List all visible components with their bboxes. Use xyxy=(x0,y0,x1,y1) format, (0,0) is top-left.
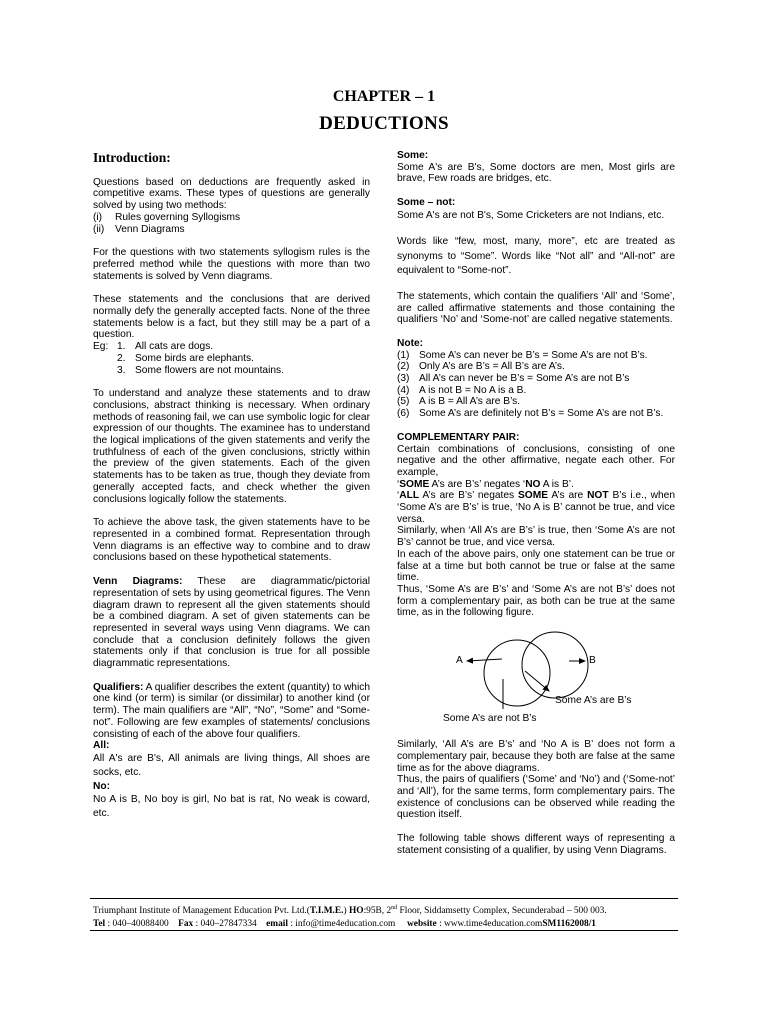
set-b-circle xyxy=(522,632,588,698)
qualifier-pairs-paragraph: Thus, the pairs of qualifiers (‘Some’ and ‘No’) and (‘Some-not’ and ‘All’), for the same terms, form complementary pairs. The existence of conclusions can be observed while reading the question itself. xyxy=(397,774,675,821)
fax-value: : 040–27847334 xyxy=(193,918,257,929)
footer-sup: nd xyxy=(391,905,398,911)
footer-contact-line xyxy=(93,918,678,931)
complementary-intro: Certain combinations of conclusions, consisting of one negative and the other affirmative, negate each other. For example, xyxy=(397,443,675,478)
email-label: email xyxy=(266,918,288,929)
list-text: Some birds are elephants. xyxy=(135,352,254,364)
table-intro-paragraph: The following table shows different ways of representing a statement consisting of a qualifier, by using Venn Diagrams. xyxy=(397,833,675,856)
list-text: Some A’s are definitely not B’s = Some A’s are not B’s. xyxy=(419,408,664,420)
list-item xyxy=(93,353,370,365)
arrow-to-a xyxy=(467,659,502,661)
list-marker: (ii) xyxy=(93,223,105,235)
set-a-label: A xyxy=(456,655,463,667)
email-value[interactable]: : info@time4education.com xyxy=(288,918,396,929)
example-some-no xyxy=(397,479,675,491)
list-item xyxy=(93,224,370,236)
chapter-number: CHAPTER – 1 xyxy=(332,88,436,105)
similarly-all-no-paragraph: Similarly, ‘All A’s are B’s’ and ‘No A is B’ does not form a complementary pair, because they both are false at the same time as for the above diagrams. xyxy=(397,739,675,774)
list-item xyxy=(397,350,675,362)
list-marker: (4) xyxy=(397,384,410,396)
footer-text: :95B, 2 xyxy=(363,906,392,917)
right-column xyxy=(397,150,675,856)
example-text: A’s are xyxy=(548,490,588,502)
quote-mark: ‘ xyxy=(397,478,400,490)
keyword-no: NO xyxy=(525,478,541,490)
page-footer xyxy=(93,902,678,930)
list-marker: (i) xyxy=(93,211,103,223)
some-not-label: Some – not: xyxy=(397,197,456,209)
list-item xyxy=(93,341,370,353)
example-text: A’s are B’s’ negates xyxy=(419,490,518,502)
website-value[interactable]: : www.time4education.com xyxy=(436,918,543,929)
list-item xyxy=(397,408,675,420)
some-not-examples: Some A's are not B's, Some Cricketers are not Indians, etc. xyxy=(397,209,665,221)
examples-list xyxy=(93,341,370,376)
list-text: Only A’s are B’s = All B’s are A’s. xyxy=(419,361,565,373)
document-code: SM1162008/1 xyxy=(542,918,596,929)
footer-rule-bottom xyxy=(90,930,678,931)
keyword-not: NOT xyxy=(587,490,609,502)
set-a-circle xyxy=(484,640,550,706)
keyword-some: SOME xyxy=(399,478,430,490)
list-text: All cats are dogs. xyxy=(135,341,214,353)
some-not-region-label: Some A’s are not B’s xyxy=(443,713,537,725)
list-text: A is not B = No A is a B. xyxy=(419,384,527,396)
footer-brand: T.I.M.E. xyxy=(309,906,344,917)
example-text: B’s i.e., when ‘Some A’s are B’s’ is true, ‘No A is B’ cannot be true, and vice versa. xyxy=(397,490,675,525)
footer-ho: HO xyxy=(348,906,364,917)
left-column xyxy=(93,150,370,822)
list-text: Some A’s can never be B’s = Some A’s are not B’s. xyxy=(419,349,648,361)
some-region-label: Some A’s are B’s xyxy=(555,695,632,707)
venn-figure xyxy=(397,631,675,727)
footer-company: Triumphant Institute of Management Education Pvt. Ltd.( xyxy=(93,906,310,917)
qualifiers-label: Qualifiers: xyxy=(93,681,144,693)
facts-paragraph: These statements and the conclusions that are derived normally defy the generally accepted facts. None of the three statements below is a fact, but they still may be a part of a question. xyxy=(93,294,370,341)
all-examples: All A's are B's, All animals are living things, All shoes are socks, etc. xyxy=(93,752,370,779)
list-item xyxy=(93,365,370,377)
website-label: website xyxy=(407,918,437,929)
qualifiers-text: A qualifier describes the extent (quantity) to which one kind (or term) is similar (or dissimilar) to another kind (or term). The main qualifiers are “All”, “No”, “Some” and “Some-not”. Following are few examples of statements/ conclusions consisting of each of the above four qualifiers. xyxy=(93,681,370,740)
list-marker: (6) xyxy=(397,408,410,420)
eg-label: Eg: xyxy=(93,341,109,353)
list-text: Venn Diagrams xyxy=(115,223,185,235)
some-examples: Some A's are B's, Some doctors are men, Most girls are brave, Few roads are bridges, etc. xyxy=(397,161,675,185)
notes-list xyxy=(397,350,675,420)
example-text: A’s are B’s’ negates ‘ xyxy=(429,478,526,490)
list-marker: (3) xyxy=(397,373,410,385)
keyword-all: ALL xyxy=(399,490,420,502)
chapter-title: DEDUCTIONS xyxy=(319,113,449,134)
list-marker: (5) xyxy=(397,396,410,408)
complementary-pair-heading: COMPLEMENTARY PAIR: xyxy=(397,431,520,443)
intro-paragraph: Questions based on deductions are frequently asked in competitive exams. These types of questions are generally solved by using two methods: xyxy=(93,176,370,212)
list-text: A is B = All A’s are B’s. xyxy=(419,396,521,408)
all-label: All: xyxy=(93,740,110,752)
footer-text: ) xyxy=(343,906,349,917)
footer-address-line xyxy=(93,902,678,918)
no-examples: No A is B, No boy is girl, No bat is rat, No weak is coward, etc. xyxy=(93,793,370,820)
footer-text: Floor, Siddamsetty Complex, Secunderabad – 500 003. xyxy=(397,906,607,917)
no-label: No: xyxy=(93,780,110,792)
list-item xyxy=(397,396,675,408)
list-item xyxy=(397,361,675,373)
set-b-label: B xyxy=(589,655,596,667)
venn-diagrams-label: Venn Diagrams: xyxy=(93,576,183,588)
list-marker: 3. xyxy=(117,364,126,376)
venn-diagrams-paragraph xyxy=(93,576,370,670)
quote-mark: ‘ xyxy=(397,490,400,502)
tel-value: : 040–40088400 xyxy=(105,918,169,929)
list-item xyxy=(397,385,675,397)
list-text: All A’s can never be B’s = Some A’s are not B’s xyxy=(419,373,630,385)
example-text: A is B’. xyxy=(540,478,574,490)
abstract-thinking-paragraph: To understand and analyze these statements and to draw conclusions, abstract thinking is necessary. When ordinary methods of reasoning fail, we can use symbolic logic for clear expression of our thoughts. The examinee has to understand the logical implications of the given statements and verify the truthfulness of each of the given conclusions, strictly within the preview of the given statements. Each of the given statements has to be taken as true, though they deviate from generally accepted facts, and check whether the given conclusions logically follow the statements. xyxy=(93,388,370,505)
representation-paragraph: To achieve the above task, the given statements have to be represented in a combined format. Representation through Venn diagrams is an effective way to combine and to draw conclusions based on these hypothetical statements. xyxy=(93,517,370,564)
note-label: Note: xyxy=(397,337,424,349)
introduction-heading: Introduction: xyxy=(93,150,171,165)
footer-rule-top xyxy=(90,898,678,899)
qualifiers-paragraph xyxy=(93,682,370,741)
list-text: Rules governing Syllogisms xyxy=(115,211,241,223)
some-label: Some: xyxy=(397,150,429,161)
syllogism-paragraph: For the questions with two statements syllogism rules is the preferred method while the questions with more than two statements is solved by Venn diagrams. xyxy=(93,247,370,282)
list-item xyxy=(397,373,675,385)
tel-label: Tel xyxy=(93,918,106,929)
synonyms-paragraph: Words like “few, most, many, more”, etc are treated as synonyms to “Some”. Words like “Not all” and “All-not” are equivalent to “Some-not”. xyxy=(397,236,675,277)
arrow-to-some xyxy=(525,671,549,691)
methods-list xyxy=(93,212,370,235)
list-item xyxy=(93,212,370,224)
venn-diagrams-text: These are diagrammatic/pictorial representation of sets by using geometrical figures. The Venn diagram drawn to represent all the given statements should be a combined diagram. A set of given statements can be represented in several ways using Venn diagrams. We can conclude that a conclusion definitely follows the given statements only if that conclusion is true for all possible diagrammatic representations. xyxy=(93,576,370,670)
list-marker: (2) xyxy=(397,361,410,373)
affirmative-paragraph: The statements, which contain the qualifiers ‘All’ and ‘Some’, are called affirmative statements and those containing the qualifiers ‘No’ and ‘Some-not’ are called negative statements. xyxy=(397,290,675,326)
pairs-paragraph: In each of the above pairs, only one statement can be true or false at a time but both cannot be true or false at the same time. xyxy=(397,548,675,584)
list-marker: 1. xyxy=(117,341,126,353)
list-marker: (1) xyxy=(397,349,410,361)
list-text: Some flowers are not mountains. xyxy=(135,364,284,376)
fax-label: Fax xyxy=(178,918,194,929)
list-marker: 2. xyxy=(117,352,126,364)
thus-paragraph: Thus, ‘Some A’s are B’s’ and ‘Some A’s are not B’s’ does not form a complementary pair, as both can be true at the same time, as in the following figure. xyxy=(397,583,675,619)
keyword-some: SOME xyxy=(518,490,549,502)
similarly-paragraph: Similarly, when ‘All A’s are B’s’ is true, then ‘Some A’s are not B’s’ cannot be true, and vice versa. xyxy=(397,525,675,549)
example-all-somenot xyxy=(397,490,675,525)
